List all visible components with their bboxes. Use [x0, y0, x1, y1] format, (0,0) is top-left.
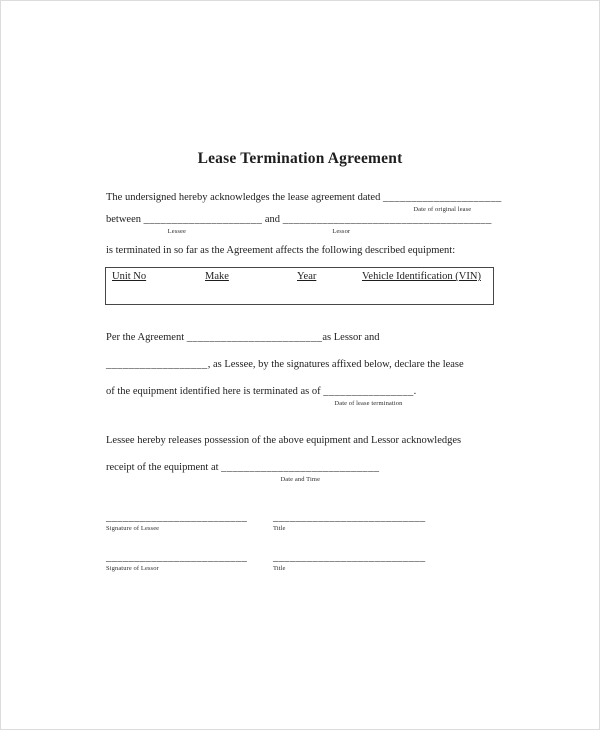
declaration-line-1-text: Per the Agreement	[106, 332, 185, 343]
release-line-1: Lessee hereby releases possession of the above equipment and Lessor acknowledges	[106, 435, 462, 446]
date-of-lease-termination-caption: Date of lease termination	[334, 399, 403, 407]
date-and-time-blank: ____________________________ Date and Time	[221, 461, 379, 474]
date-and-time-caption: Date and Time	[280, 475, 321, 483]
intro-line-2	[106, 213, 492, 235]
lessee-name-blank: _____________________ Lessee	[144, 213, 263, 226]
signature-of-lessee-line: _________________________	[106, 512, 248, 523]
signature-of-lessor-label: Signature of Lessor	[106, 565, 159, 572]
signature-of-lessee-block	[106, 512, 247, 532]
declaration-line-2	[106, 358, 464, 371]
declaration-line-1	[106, 331, 380, 344]
lessee-title-line: ___________________________	[273, 512, 426, 523]
lessee-agreement-blank: __________________	[106, 359, 208, 370]
intro-line-3: is terminated in so far as the Agreement affects the following described equipment:	[106, 245, 456, 256]
date-of-lease-termination-blank: ________________ Date of lease termination	[323, 385, 413, 398]
equipment-table-header-vin: Vehicle Identification (VIN)	[362, 271, 481, 282]
lessee-caption: Lessee	[167, 227, 186, 235]
signature-of-lessor-block	[106, 552, 247, 572]
equipment-table-header-unit-no: Unit No	[112, 271, 147, 282]
lessor-title-line: ___________________________	[273, 552, 426, 563]
equipment-table-header-make: Make	[205, 271, 229, 282]
between-word: between	[106, 214, 141, 225]
signature-of-lessor-line: _________________________	[106, 552, 248, 563]
lessee-title-block	[273, 512, 426, 532]
date-of-original-lease-blank: _____________________ Date of original lease	[383, 191, 502, 204]
date-of-original-lease-caption: Date of original lease	[413, 205, 472, 213]
declaration-line-3-suffix: .	[413, 386, 417, 397]
equipment-table-header-year: Year	[297, 271, 317, 282]
release-line-2	[106, 461, 380, 483]
lessor-caption: Lessor	[332, 227, 351, 235]
lessee-title-label: Title	[273, 525, 286, 532]
declaration-line-1-suffix: as Lessor and	[322, 332, 380, 343]
equipment-table	[105, 267, 494, 305]
declaration-line-2-text: , as Lessee, by the signatures affixed below, declare the lease	[207, 359, 464, 370]
lessor-title-label: Title	[273, 565, 286, 572]
declaration-line-3	[106, 385, 417, 407]
release-line-2-text: receipt of the equipment at	[106, 462, 219, 473]
lessor-name-blank: _____________________________________ Lessor	[283, 213, 492, 226]
intro-line-1-text: The undersigned hereby acknowledges the lease agreement dated	[106, 192, 381, 203]
signature-of-lessee-label: Signature of Lessee	[106, 525, 160, 532]
page-title: Lease Termination Agreement	[197, 150, 403, 167]
lessor-agreement-blank: ________________________	[186, 332, 323, 343]
lessor-title-block	[273, 552, 426, 572]
and-word: and	[264, 214, 281, 225]
declaration-line-3-text: of the equipment identified here is terminated as of	[106, 386, 321, 397]
intro-line-1	[106, 191, 502, 213]
